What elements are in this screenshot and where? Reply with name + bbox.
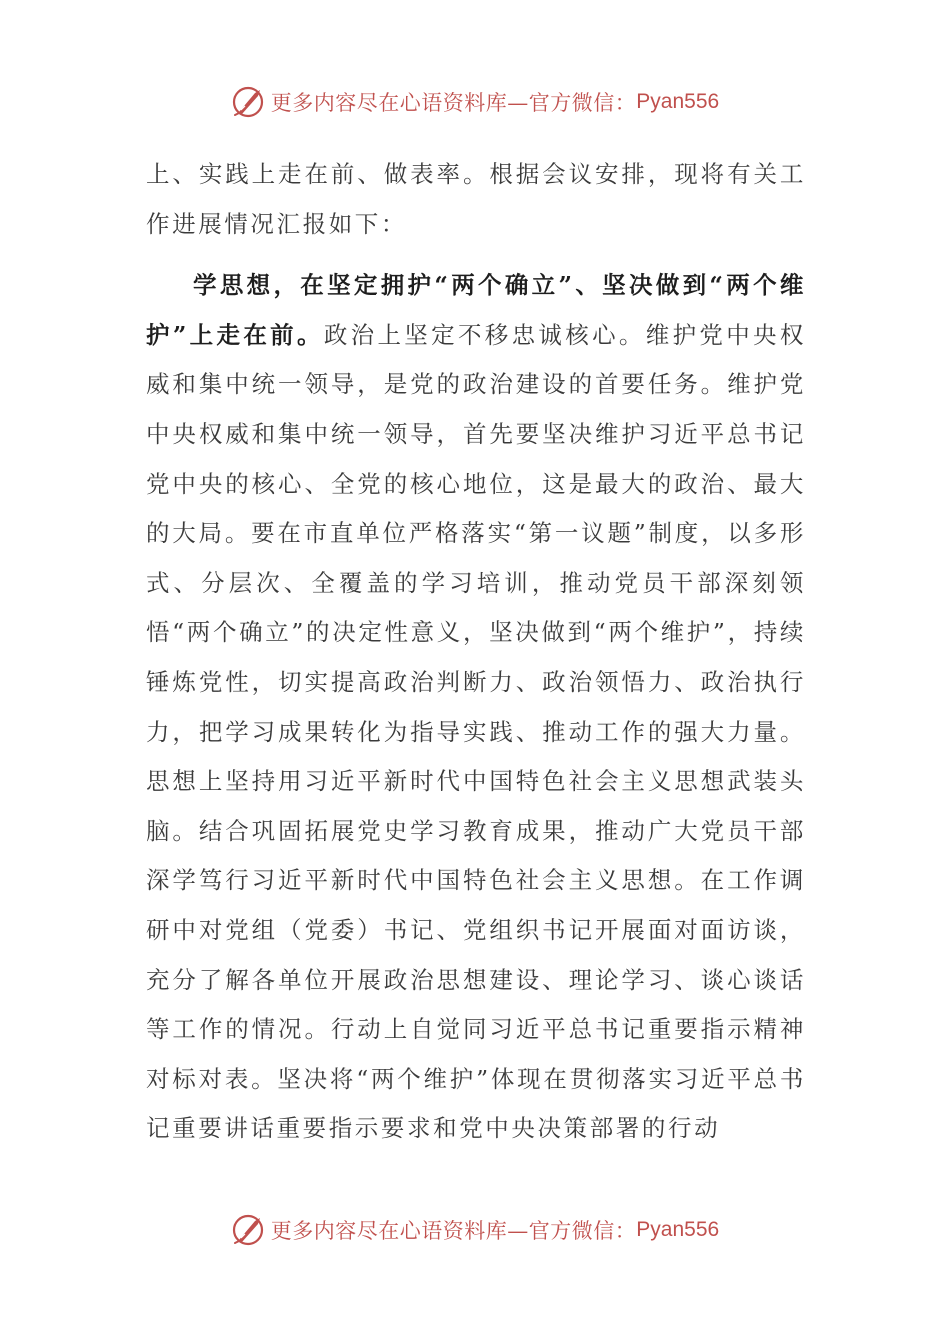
- footer-banner: [0, 1210, 950, 1250]
- banner-text: 更多内容尽在心语资料库—官方微信：: [270, 91, 637, 115]
- continuation-paragraph: 上、实践上走在前、做表率。根据会议安排，现将有关工作进展情况汇报如下：: [146, 160, 806, 238]
- section-body: 政治上坚定不移忠诚核心。维护党中央权威和集中统一领导，是党的政治建设的首要任务。维护党中央权威和集中统一领导，首先要坚决维护习近平总书记党中央的核心、全党的核心地位，这是最大的政治、最大的大局。要在市直单位严格落实“第一议题”制度，以多形式、分层次、全覆盖的学习培训，推动党员干部深刻领悟“两个确立”的决定性意义，坚决做到“两个维护”，持续锤炼党性，切实提高政治判断力、政治领悟力、政治执行力，把学习成果转化为指导实践、推动工作的强大力量。思想上坚持用习近平新时代中国特色社会主义思想武装头脑。结合巩固拓展党史学习教育成果，推动广大党员干部深学笃行习近平新时代中国特色社会主义思想。在工作调研中对党组（党委）书记、党组织书记开展面对面访谈，充分了解各单位开展政治思想建设、理论学习、谈心谈话等工作的情况。行动上自觉同习近平总书记重要指示精神对标对表。坚决将“两个维护”体现在贯彻落实习近平总书记重要讲话重要指示要求和党中央决策部署的行动: [146, 320, 806, 1143]
- section-paragraph: [146, 261, 806, 1154]
- document-body: [146, 150, 806, 1154]
- section-heading: 学思想，在坚定拥护“两个确立”、坚决做到“两个维护”上走在前。: [146, 271, 806, 349]
- quill-pen-logo-icon: [231, 84, 267, 120]
- header-banner: [0, 82, 950, 122]
- wechat-handle: Pyan556: [636, 90, 720, 113]
- quill-pen-logo-icon: [231, 1212, 267, 1248]
- wechat-handle: Pyan556: [636, 1218, 720, 1241]
- banner-text: 更多内容尽在心语资料库—官方微信：: [270, 1219, 637, 1243]
